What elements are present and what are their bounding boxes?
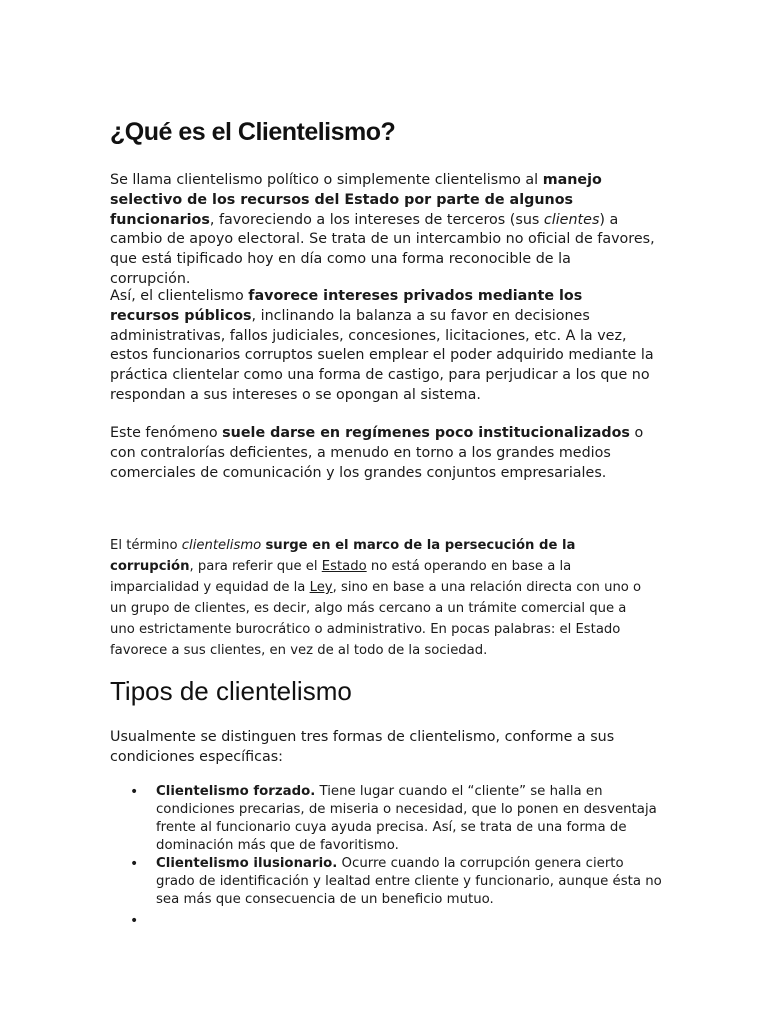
bullet-icon: •	[130, 856, 139, 872]
italic-text: clientes	[543, 211, 600, 228]
paragraph-definition	[110, 171, 655, 290]
text: El término	[110, 538, 182, 553]
text: , para referir que el	[189, 559, 322, 574]
page-title: ¿Qué es el Clientelismo?	[110, 118, 396, 146]
list-item-title: Clientelismo forzado.	[156, 784, 316, 799]
italic-text: clientelismo	[181, 538, 262, 553]
bold-text: surge en el marco de la persecución de la corrupción	[110, 538, 576, 574]
bold-text: manejo selectivo de los recursos del Estado por parte de algunos funcionarios	[110, 172, 602, 228]
paragraph-types-intro: Usualmente se distinguen tres formas de clientelismo, conforme a sus condiciones específicas:	[110, 729, 615, 765]
estado-link[interactable]: Estado	[321, 559, 367, 574]
bold-text: favorece intereses privados mediante los recursos públicos	[110, 288, 583, 324]
paragraph-phenomenon	[110, 424, 655, 483]
list-item	[110, 912, 662, 930]
list-item-title: Clientelismo ilusionario.	[156, 856, 338, 871]
list-item	[110, 783, 662, 855]
text: o con contralorías deficientes, a menudo en torno a los grandes medios comerciales de comunicación y los grandes conjuntos empresariales.	[110, 425, 644, 481]
list-item-text: Tiene lugar cuando el “cliente” se halla en condiciones precarias, de miseria o necesidad, que lo ponen en desventaja frente al funcionario cuya ayuda precisa. Así, se trata de una forma de dominación más que de favoritismo.	[156, 784, 657, 853]
list-item	[110, 855, 662, 909]
text: ) a cambio de apoyo electoral. Se trata de un intercambio no oficial de favores, que está tipificado hoy en día como una forma reconocible de la corrupción.	[110, 211, 655, 287]
text: no está operando en base a la imparcialidad y equidad de la	[110, 559, 572, 595]
text: , sino en base a una relación directa con uno o un grupo de clientes, es decir, algo más cercano a un trámite comercial que a uno estrictamente burocrático o administrativo. En pocas palabras: el Estado favorece a sus clientes, en vez de al todo de la sociedad.	[110, 580, 642, 658]
text: Se llama clientelismo político o simplemente clientelismo al	[110, 172, 543, 188]
text: Este fenómeno	[110, 425, 223, 441]
text: , favoreciendo a los intereses de terceros (sus	[209, 211, 544, 228]
ley-link[interactable]: Ley	[309, 580, 333, 595]
text: , inclinando la balanza a su favor en decisiones administrativas, fallos judiciales, concesiones, licitaciones, etc. A la vez, estos funcionarios corruptos suelen emplear el poder adquirido mediante la práctica clientelar como una forma de castigo, para perjudicar a los que no respondan a sus intereses o se opongan al sistema.	[110, 307, 654, 403]
list-item-text: Ocurre cuando la corrupción genera cierto grado de identificación y lealtad entre cliente y funcionario, aunque ésta no sea más que consecuencia de un beneficio mutuo.	[156, 856, 662, 907]
bold-text: suele darse en regímenes poco institucionalizados	[222, 425, 630, 441]
paragraph-private-interests	[110, 287, 655, 406]
section-heading: Tipos de clientelismo	[110, 676, 352, 706]
bullet-icon: •	[130, 784, 139, 800]
paragraph-term-origin	[110, 535, 655, 661]
types-list	[110, 783, 662, 930]
bullet-icon: •	[130, 913, 139, 929]
text: Así, el clientelismo	[110, 288, 249, 304]
